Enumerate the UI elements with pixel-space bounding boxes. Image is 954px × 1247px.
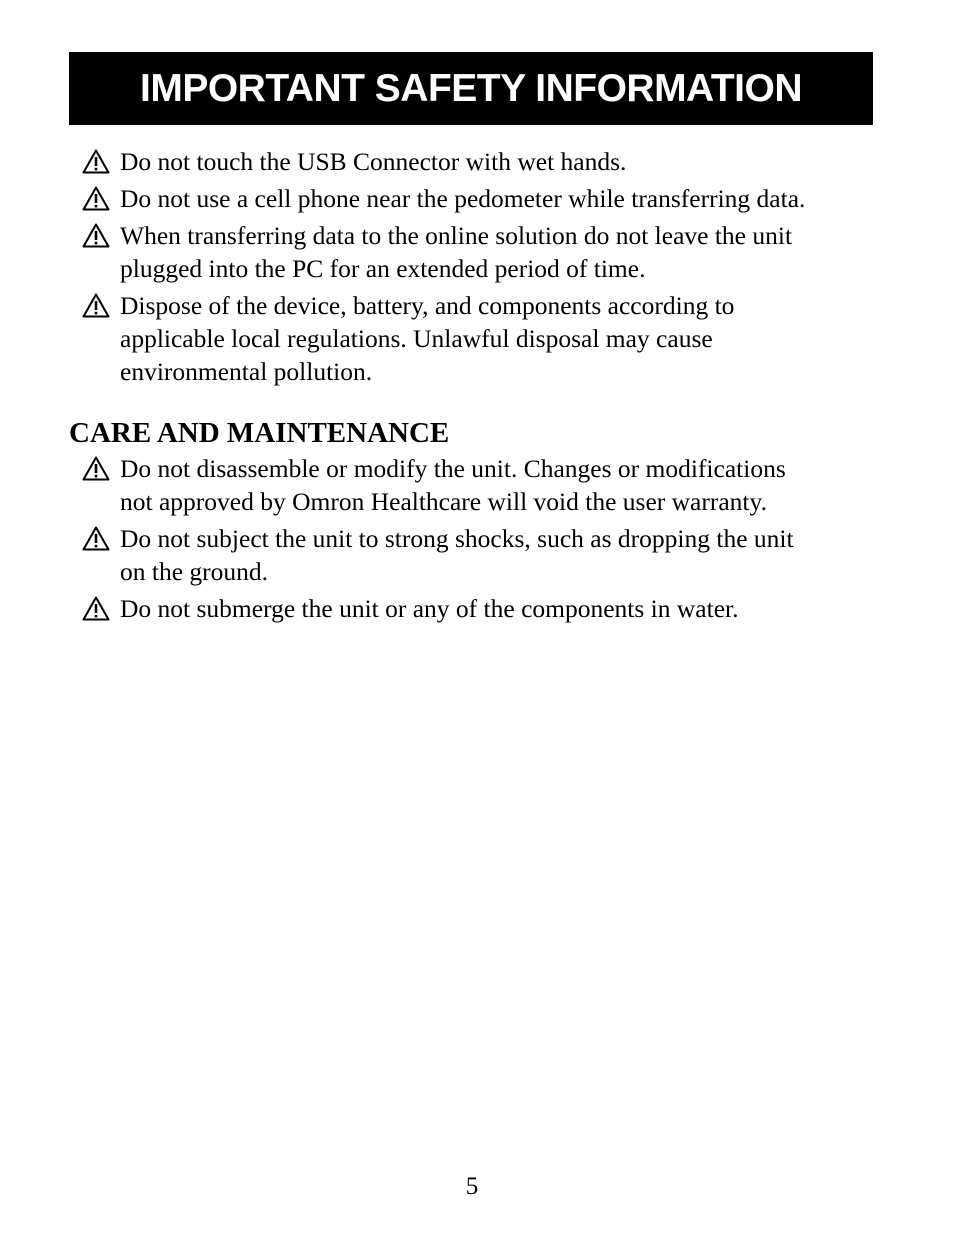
item-line: Dispose of the device, battery, and components according to — [120, 291, 735, 320]
page-title: IMPORTANT SAFETY INFORMATION — [140, 66, 802, 110]
warning-triangle-icon — [82, 596, 110, 621]
care-section — [69, 414, 869, 629]
list-item — [69, 289, 869, 388]
warning-triangle-icon — [82, 526, 110, 551]
item-line: When transferring data to the online solution do not leave the unit — [120, 221, 793, 250]
section-banner — [69, 52, 873, 125]
item-line: Do not use a cell phone near the pedometer while transferring data. — [120, 184, 806, 213]
item-line: Do not touch the USB Connector with wet hands. — [120, 147, 627, 176]
item-line: environmental pollution. — [120, 357, 373, 386]
warning-triangle-icon — [82, 456, 110, 481]
item-line: Do not submerge the unit or any of the components in water. — [120, 594, 739, 623]
list-item — [69, 182, 869, 215]
section-heading: CARE AND MAINTENANCE — [69, 417, 450, 449]
warning-triangle-icon — [82, 223, 110, 248]
list-item — [69, 145, 869, 178]
item-line: plugged into the PC for an extended period of time. — [120, 254, 646, 283]
warning-triangle-icon — [82, 293, 110, 318]
warning-triangle-icon — [82, 149, 110, 174]
safety-list — [69, 145, 869, 392]
item-line: not approved by Omron Healthcare will void the user warranty. — [120, 487, 767, 516]
item-line: Do not subject the unit to strong shocks, such as dropping the unit — [120, 524, 794, 553]
list-item — [69, 522, 869, 588]
item-line: Do not disassemble or modify the unit. Changes or modifications — [120, 454, 786, 483]
item-line: applicable local regulations. Unlawful disposal may cause — [120, 324, 713, 353]
list-item — [69, 592, 869, 625]
item-line: on the ground. — [120, 557, 269, 586]
page-number: 5 — [465, 1173, 479, 1200]
warning-triangle-icon — [82, 186, 110, 211]
list-item — [69, 452, 869, 518]
list-item — [69, 219, 869, 285]
